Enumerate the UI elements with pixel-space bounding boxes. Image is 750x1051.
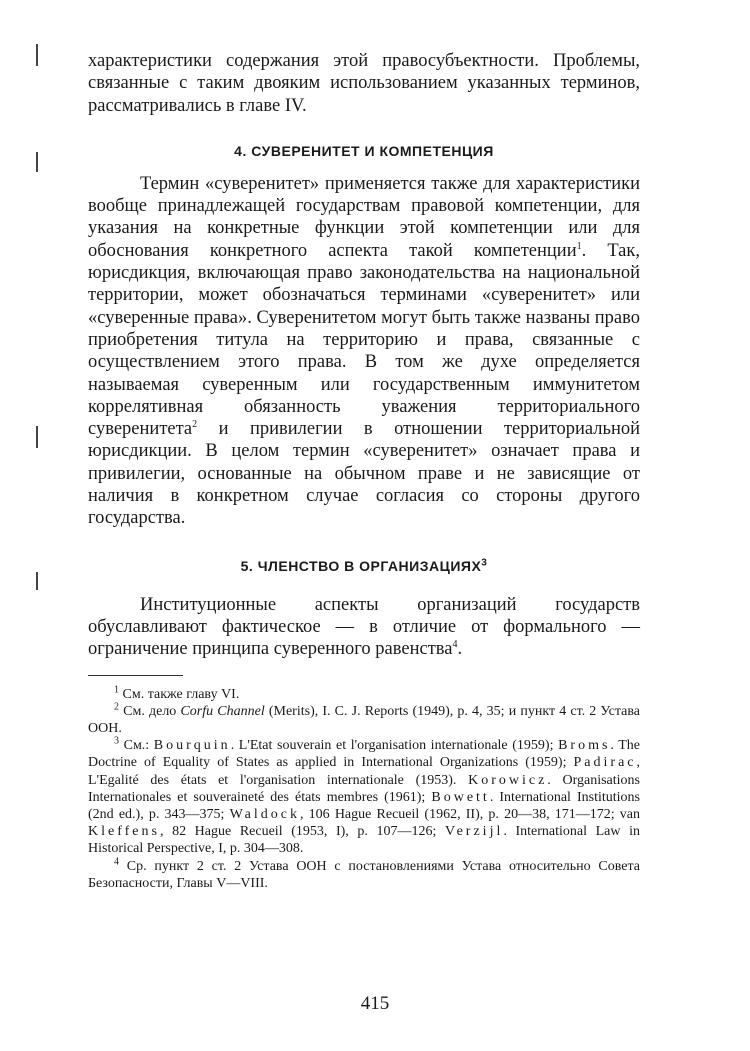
footnote-divider (88, 675, 183, 676)
footnote-ref-2[interactable]: 2 (192, 419, 198, 430)
footnotes (88, 683, 641, 892)
footnote-ref-1[interactable]: 1 (576, 240, 582, 252)
section-5-paragraph: Институционные аспекты организаций государств обуславливают фактическое — в отличие от формального — ограничение принципа суверенного равенства$^4$. (88, 594, 640, 660)
intro-paragraph: характеристики содержания этой правосубъектности. Проблемы, связанные с таким двояким использованием указанных терминов, рассматривались в главе IV. (88, 51, 640, 116)
margin-mark (36, 152, 38, 172)
margin-mark (36, 572, 38, 590)
section-4-heading: 4. СУВЕРЕНИТЕТ И КОМПЕТЕНЦИЯ (234, 142, 494, 159)
footnote-2: $^2$ См. дело Corfu Channel (Merits), I. C. J. Reports (1949), p. 4, 35; и пункт 4 ст. 2 Устава ООН. (88, 701, 640, 736)
page-number: 415 (360, 993, 390, 1014)
footnote-ref-3[interactable]: 3 (481, 556, 488, 568)
footnote-1: $^1$ См. также главу VI. (114, 683, 240, 702)
margin-mark (36, 44, 38, 66)
footnote-3: $^3$ См.: Bourquin. L'Etat souverain et l'organisation internationale (1959); Broms. The Doctrine of Equality of States as applied in International Organizations (1959); Padirac, L'Egalité des états et l'organisation internationale (1953). Korowicz. Organisations Internationales et souveraineté des états membres (1961); Bowett. International Institutions (2nd ed.), p. 343—375; Waldock, 106 Hague Recueil (1962, II), p. 20—38, 171—172; van Kleffens, 82 Hague Recueil (1953, I), p. 107—126; Verzijl. International Law in Historical Perspective, I, p. 304—308. (88, 735, 641, 857)
margin-mark (36, 426, 38, 448)
section-5-heading: 5. ЧЛЕНСТВО В ОРГАНИЗАЦИЯХ$^3$ (240, 556, 488, 574)
section-4-paragraph: Термин «суверенитет» применяется также для характеристики вообще принадлежащей государствам правовой компетенции, для указания на конкретные функции этой компетенции или для обоснования конкретного аспекта такой компетенции$^1$. Так, юрисдикция, включающая право законодательства на национальной территории, может обозначаться терминами «суверенитет» или «суверенные права». Суверенитетом могут быть также названы право приобретения титула на территорию и права, связанные с осуществлением этого права. В том же духе определяется называемая суверенным или государственным иммунитетом коррелятивная обязанность уважения территориального суверенитета$^2$ и привилегии в отношении территориальной юрисдикции. В целом термин «суверенитет» означает права и привилегии, основанные на обычном праве и не зависящие от наличия в конкретном случае согласия со стороны другого государства. (88, 173, 640, 529)
book-page (88, 50, 640, 892)
footnote-ref-4[interactable]: 4 (452, 639, 458, 651)
footnote-4: $^4$ Ср. пункт 2 ст. 2 Устава ООН с постановлениями Устава относительно Совета Безопасности, Главы V—VIII. (88, 855, 641, 891)
